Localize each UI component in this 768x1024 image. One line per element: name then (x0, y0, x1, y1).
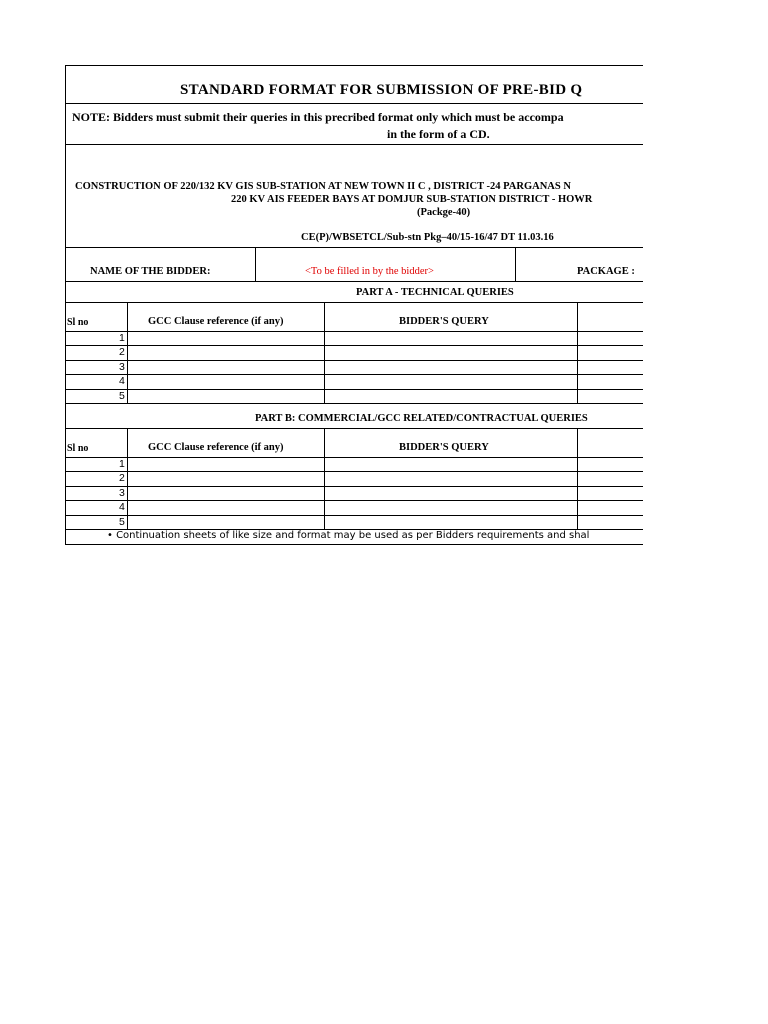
form-title: STANDARD FORMAT FOR SUBMISSION OF PRE-BID Q (180, 82, 583, 98)
divider (65, 486, 643, 487)
part-a-row-2: 2 (119, 346, 125, 358)
divider (65, 281, 643, 282)
top-border (65, 65, 643, 66)
part-b-row-1: 1 (119, 458, 125, 470)
part-b-col-slno: Sl no (67, 443, 89, 454)
divider (65, 144, 643, 145)
part-b-col-query: BIDDER'S QUERY (399, 442, 489, 453)
part-b-row-3: 3 (119, 487, 125, 499)
part-a-col-gcc: GCC Clause reference (if any) (148, 316, 284, 327)
project-line-3: (Packge-40) (417, 207, 471, 218)
pre-bid-query-form (65, 65, 643, 545)
divider (515, 247, 516, 281)
divider (65, 544, 643, 545)
part-a-row-4: 4 (119, 375, 125, 387)
divider (65, 428, 643, 429)
divider (255, 247, 256, 281)
reference-number: CE(P)/WBSETCL/Sub-stn Pkg–40/15-16/47 DT 11.03.16 (301, 232, 554, 243)
divider (65, 103, 643, 104)
project-line-1: CONSTRUCTION OF 220/132 KV GIS SUB-STATION AT NEW TOWN II C , DISTRICT -24 PARGANAS N (75, 181, 571, 192)
part-a-col-query: BIDDER'S QUERY (399, 316, 489, 327)
divider (65, 345, 643, 346)
part-a-title: PART A - TECHNICAL QUERIES (356, 287, 514, 298)
part-b-row-5: 5 (119, 516, 125, 528)
divider (65, 457, 643, 458)
part-a-row-3: 3 (119, 361, 125, 373)
part-a-row-5: 5 (119, 390, 125, 402)
bidder-name-label: NAME OF THE BIDDER: (90, 266, 211, 277)
part-b-title: PART B: COMMERCIAL/GCC RELATED/CONTRACTUAL QUERIES (255, 413, 588, 424)
divider (65, 360, 643, 361)
package-label: PACKAGE : (577, 266, 635, 277)
note-line-1: NOTE: Bidders must submit their queries in this precribed format only which must be accompa (72, 110, 564, 124)
project-line-2: 220 KV AIS FEEDER BAYS AT DOMJUR SUB-STATION DISTRICT - HOWR (231, 194, 593, 205)
divider (65, 500, 643, 501)
divider (65, 471, 643, 472)
bidder-name-field[interactable]: <To be filled in by the bidder> (305, 266, 434, 277)
divider (65, 302, 643, 303)
part-b-row-2: 2 (119, 472, 125, 484)
left-border (65, 65, 66, 545)
note-line-2: in the form of a CD. (387, 127, 490, 141)
divider (65, 247, 643, 248)
part-b-col-gcc: GCC Clause reference (if any) (148, 442, 284, 453)
part-a-col-slno: Sl no (67, 317, 89, 328)
divider (65, 403, 643, 404)
part-a-row-1: 1 (119, 332, 125, 344)
divider (65, 374, 643, 375)
part-b-row-4: 4 (119, 501, 125, 513)
divider (65, 389, 643, 390)
continuation-note: • Continuation sheets of like size and format may be used as per Bidders requirements and shal (107, 530, 590, 541)
divider (65, 515, 643, 516)
divider (65, 331, 643, 332)
